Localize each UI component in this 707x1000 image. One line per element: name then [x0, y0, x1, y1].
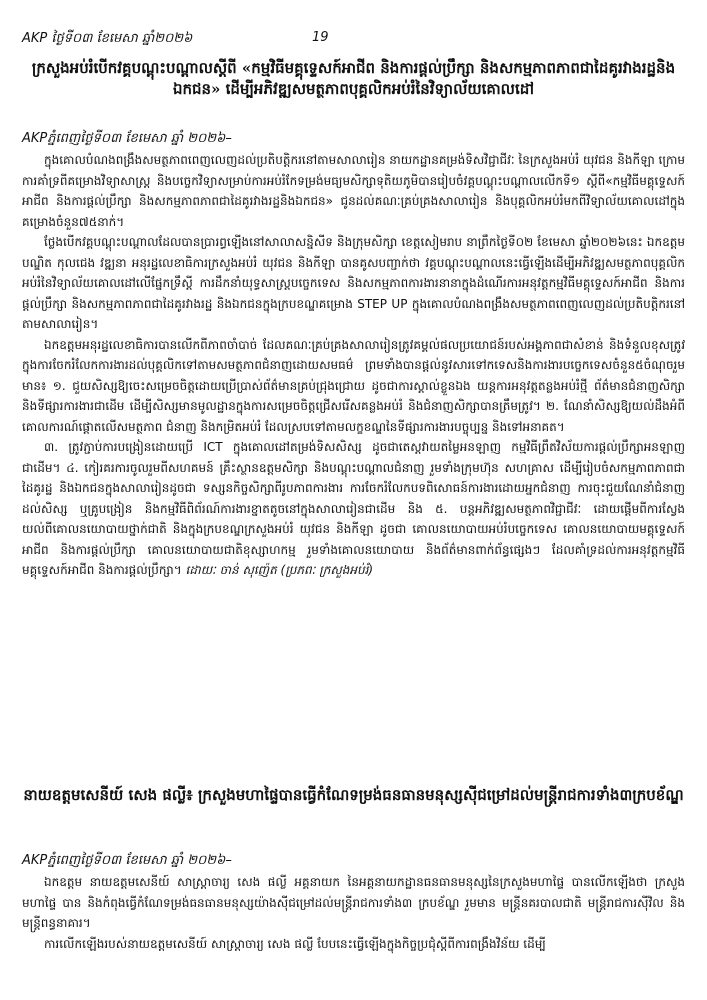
article1-paragraph-3: ឯកឧត្តមអនុរដ្ឋលេខាធិការបានលើកពីភាពចាំបាច់ ដែលគណៈគ្រប់គ្រងសាលារៀនត្រូវគម្គល់ផលប្រយោជន៍របស់អង្គភាពជាសំខាន់ និងទំនួលខុសត្រូវក្នុងការចែករំលែកការងារដល់បុគ្គលិកទៅតាមសមត្ថភាពជំនាញដោយសមធម៌ ព្រមទាំងបានផ្ដល់នូវសារទៅកទេសនិងការងារបច្ចេកទេសចំនួន៥ចំណុចរួមមាន៖ ១. ជួយសិស្សឱ្យចេះសម្រេចចិត្តដោយប្រើប្រាស់ព័ត៌មានគ្រប់ជ្រុងជ្រោយ ដូចជាការស្គាល់ខ្លួនឯង យន្តការអនុវត្តតន្លងអប់រំថ្មី ព័ត៌មានជំនាញសិក្សា និងទីផ្សារការងារជាដើម ដើម្បីសិស្សមានមូលដ្ឋានក្នុងការសម្រេចចិត្តជ្រើសរើសគន្លងអប់រំ និងជំនាញសិក្សាបានត្រឹមត្រូវ។ ២. ណែនាំសិស្សឱ្យយល់ដឹងអំពីគោលការណ៍ផ្ដោតលើសមត្ថភាព ជំនាញ និងកម្រិតអប់រំ ដែលស្របទៅតាមលក្ខខណ្ឌនៃទីផ្សារការងារបច្ចុប្បន្ន និងទៅអនាគត។: [22, 337, 685, 434]
article1-headline: ក្រសួងអប់រំបើកវគ្គបណ្ដុះបណ្ដាលស្ដីពី «កម្មវិធីមគ្គុទ្ទេសក៍អាជីព និងការផ្ដល់ប្រឹក្សា និងសកម្មភាពភាពជាដៃគូរវាងរដ្ឋនិងឯកជន» ដើម្បីអភិវឌ្ឍសមត្ថភាពបុគ្គលិកអប់រំនៃវិទ្យាល័យគោលដៅ: [31, 59, 676, 98]
article1-body: [22, 150, 685, 780]
article1-paragraph-4: [22, 437, 685, 581]
article2-headline: នាយឧត្តមសេនីយ៍ សេង ផល្លី៖ ក្រសួងមហាផ្ទៃបានធ្វើកំណែទម្រង់ធនធានមនុស្សស៊ីជម្រៅដល់មន្ត្រីរាជការទាំង៣ក្របខ័ណ្ឌ: [23, 786, 684, 804]
article1-paragraph-2: ថ្លែងបើកវគ្គបណ្ដុះបណ្ដាលដែលបានប្រារព្ធឡើងនៅសាលាសន្និសីទ និងក្រុមសិក្សា ខេត្តសៀមរាប នាព្រឹកថ្ងៃទី០២ ខែមេសា ឆ្នាំ២០២៦នេះ ឯកឧត្តមបណ្ឌិត កុលជេង វឌ្ឍនា អនុរដ្ឋលេខាធិការក្រសួងអប់រំ យុវជន និងកីឡា បានគូសបញ្ជាក់ថា វគ្គបណ្ដុះបណ្ដាលនេះធ្វើឡើងដើម្បីអភិវឌ្ឍសមត្ថភាពបុគ្គលិកអប់រំនៃវិទ្យាល័យគោលដៅលើផ្នែកទ្រឹស្ដី ការដឹកនាំយុទ្ធសាស្ត្របច្ចេកទេស និងសកម្មភាពការងារនានាក្នុងដំណើរការអនុវត្តកម្មវិធីមគ្គុទ្ទេសក៍អាជីព និងការផ្ដល់ប្រឹក្សា និងសកម្មភាពភាពជាដៃគូរវាងរដ្ឋ និងឯកជនក្នុងក្របខណ្ឌគម្រោង STEP UP ក្នុងគោលបំណងពង្រឹងសមត្ថភាពពេញលេញដល់ប្រតិបត្តិករនៅតាមសាលារៀន។: [22, 235, 685, 331]
article2-dateline: AKPភ្នំពេញថ្ងៃទី០៣ ខែមេសា ឆ្នាំ ២០២៦–: [22, 853, 232, 868]
article2-paragraph-2: ការលើកឡើងរបស់នាយឧត្តមសេនីយ៍ សាស្ត្រាចារ្យ សេង ផល្លី បែបនេះធ្វើឡើងក្នុងកិច្ចប្រជុំស្ដីពីការពង្រឹងវិន័យ ដើម្បី: [44, 936, 546, 951]
article2-paragraph-1: ឯកឧត្តម នាយឧត្តមសេនីយ៍ សាស្ត្រាចារ្យ សេង ផល្លី អគ្គនាយក នៃអគ្គនាយកដ្ឋានធនធានមនុស្សនៃក្រសួងមហាផ្ទៃ បានលើកឡើងថា ក្រសួងមហាផ្ទៃ បាន និងកំពុងធ្វើកំណែទម្រង់ធនធានមនុស្សយ៉ាងស៊ីជម្រៅដល់មន្ត្រីរាជការទាំង៣ ក្របខ័ណ្ឌ រួមមាន មន្ត្រីនគរបាលជាតិ មន្ត្រីរាជការស៊ីវិល និងមន្ត្រីពន្ធនាគារ។: [22, 875, 685, 930]
article1-byline: ដោយៈ ចាន់ សុញ៉េត (ប្រភពៈ ក្រសួងអប់រំ): [185, 563, 374, 577]
page-number: 19: [312, 30, 329, 45]
article1-dateline: AKPភ្នំពេញថ្ងៃទី០៣ ខែមេសា ឆ្នាំ ២០២៦–: [22, 131, 232, 146]
header-dateline: AKP ថ្ងៃទី០៣ ខែមេសា ឆ្នាំ២០២៦: [22, 31, 193, 46]
article1-paragraph-1: ក្នុងគោលបំណងពង្រឹងសមត្ថភាពពេញលេញដល់ប្រតិបត្តិករនៅតាមសាលារៀន នាយកដ្ឋានគម្រង់ទិសវិជ្ជាជីវៈ នៃក្រសួងអប់រំ យុវជន និងកីឡា ក្រោមការគាំទ្រពីគម្រោងវិទ្យាសាស្ត្រ និងបច្ចេកវិទ្យាសម្រាប់ការអប់រំកែទម្រង់មធ្យមសិក្សាទុតិយភូមិបានរៀបចំវគ្គបណ្ដុះបណ្ដាលលើកទី១ ស្ដីពី«កម្មវិធីមគ្គុទ្ទេសក៍អាជីព និងការផ្ដល់ប្រឹក្សា និងសកម្មភាពភាពជាដៃគូរវាងរដ្ឋនិងឯកជន» ជូនដល់គណៈគ្រប់គ្រងសាលារៀន និងបុគ្គលិកអប់រំមកពីវិទ្យាល័យគោលដៅក្នុងគម្រោងចំនួន៧៥នាក់។: [22, 153, 685, 229]
article1-paragraph-4-text: ៣. ត្រូវភ្ជាប់ការបង្រៀនដោយប្រើ ICT ក្នុងគោលដៅតម្រង់ទិសសិស្ស ដូចជាតេស្តវាយតម្លៃអនឡាញ កម្មវិធីព្រឹតវិស័យការផ្ដល់ប្រឹក្សាអនឡាញជាដើម។ ៤. កៀរគរការចូលរួមពីសហគមន៍ គ្រឹះស្ថានឧត្តមសិក្សា និងបណ្ដុះបណ្ដាលជំនាញ រួមទាំងក្រុមហ៊ុន សហគ្រាស ដើម្បីរៀបចំសកម្មភាពភាពជាដៃគូរដ្ឋ និងឯកជនក្នុងសាលារៀនដូចជា ទស្សនកិច្ចសិក្សាពីរូបភាពការងារ ការចែករំលែកបទពិសោធន៍ការងារដោយអ្នកជំនាញ ការចុះជួយណែនាំជំនាញដល់សិស្ស ឬគ្រូបង្រៀន និងកម្មវិធីពិព័រណ៍ការងារខ្នាតតូចនៅក្នុងសាលារៀនជាដើម និង ៥. បន្តអភិវឌ្ឍសមត្ថភាពវិជ្ជាជីវៈ ដោយផ្ដើមពីការស្វែងយល់ពីគោលនយោបាយថ្នាក់ជាតិ និងក្នុងក្របខណ្ឌក្រសួងអប់រំ យុវជន និងកីឡា ដូចជា គោលនយោបាយអប់រំបច្ចេកទេស គោលនយោបាយមគ្គុទ្ទេសក៍អាជីព និងការផ្ដល់ប្រឹក្សា គោលនយោបាយជាតិខុស្សាហកម្ម រួមទាំងគោលនយោបាយ និងព័ត៌មានពាក់ព័ន្ធផ្សេងៗ ដែលគាំទ្រដល់ការអនុវត្តកម្មវិធីមគ្គុទ្ទេសក៍អាជីព និងការផ្ដល់ប្រឹក្សា។: [22, 440, 685, 577]
page-header: [22, 30, 682, 50]
article2-body: [22, 872, 685, 997]
